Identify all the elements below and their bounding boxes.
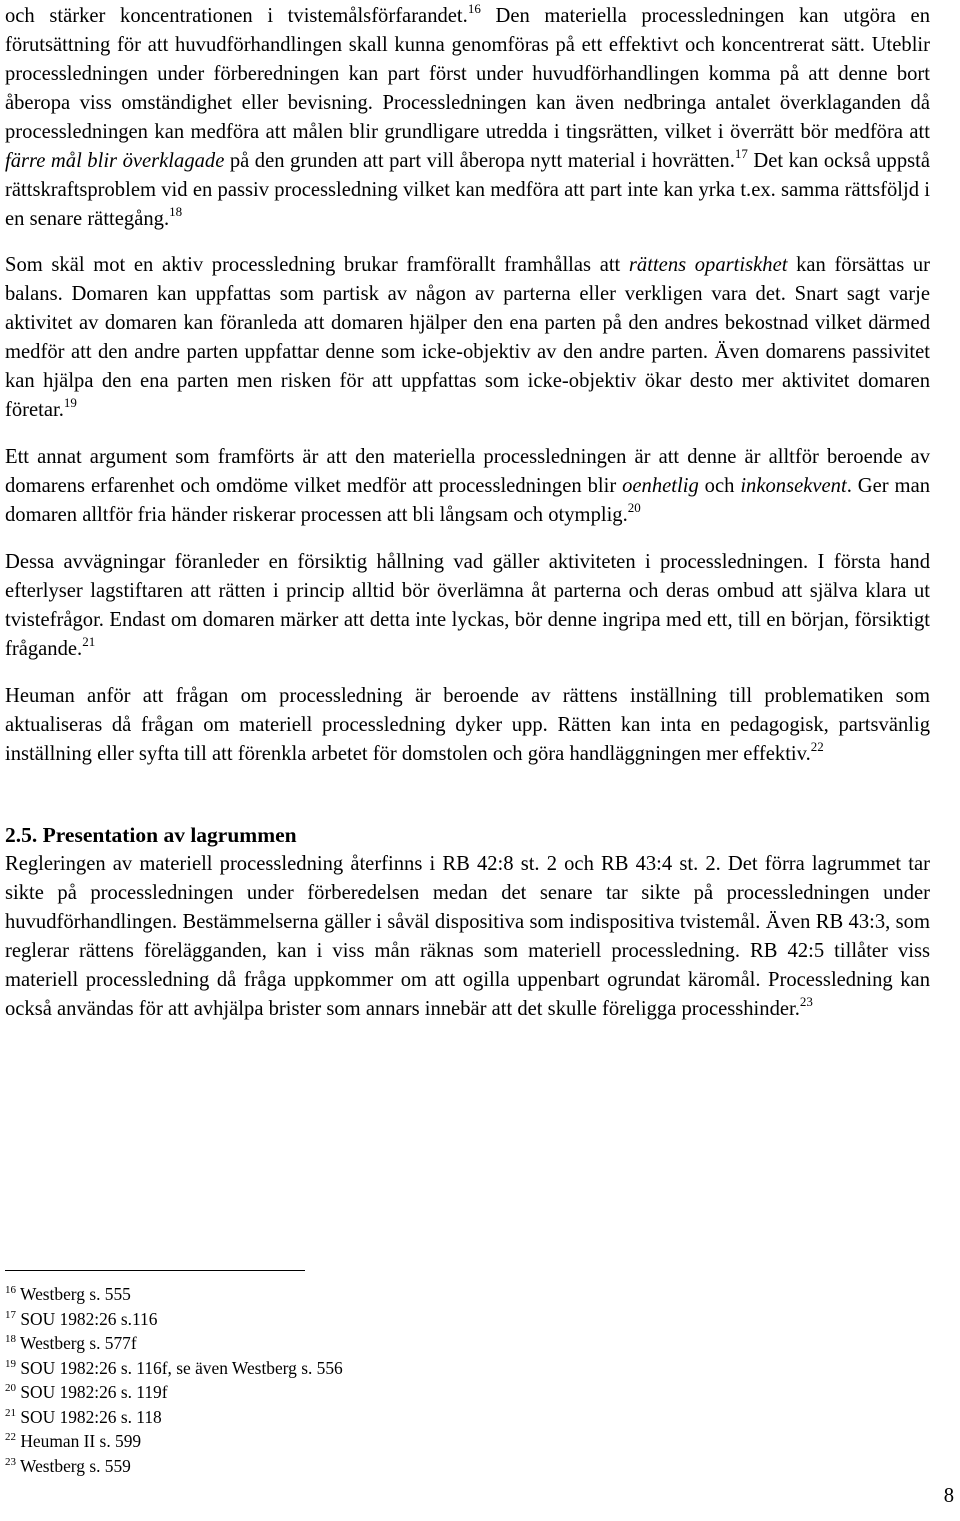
text-run: kan försättas ur balans. Domaren kan uppfattas som partisk av någon av parterna eller verkligen vara det. Snart sagt varje aktivitet av domaren kan föranleda att domaren hjälper den ena parten på den andres bekostnad vilket därmed medför att den andre parten uppfattar denne som icke-objektiv av den andre parten. Även domarens passivitet kan hjälpa den ena parten men risken för att uppfattas som icke-objektiv ökar desto mer aktivitet domaren företar. (5, 254, 930, 421)
footnote-number: 17 (5, 1308, 16, 1321)
emphasis-text: färre mål blir överklagade (5, 150, 225, 172)
footnote-text: Westberg s. 577f (20, 1333, 137, 1353)
footnote-number: 20 (5, 1382, 16, 1394)
text-run: Ett annat argument som framförts är att den materiella processledningen är att denne är alltför beroende av domarens erfarenhet och omdöme vilket medför att processledningen blir (5, 446, 930, 497)
text-run: och stärker koncentrationen i tvistemålsförfarandet. (5, 5, 468, 27)
text-run: Som skäl mot en aktiv processledning brukar framförallt framhållas att (5, 254, 629, 276)
footnote-text: Westberg s. 555 (20, 1284, 131, 1304)
text-run: Regleringen av materiell processledning återfinns i RB 42:8 st. 2 och RB 43:4 st. 2. Det förra lagrummet tar sikte på processledningen under förberedelsen medan det senare tar sikte på processledningen under huvudförhandlingen. Bestämmelserna gäller i såväl dispositiva som indispositiva tvistemål. Även RB 43:3, som reglerar rättens förelägganden, kan i viss mån räknas som materiell processledning. RB 42:5 tillåter viss materiell processledning då fråga uppkommer om att ogilla uppenbart ogrundat käromål. Processledning kan också användas för att avhjälpa brister som annars innebär att det skulle föreligga processhinder. (5, 853, 930, 1020)
footnote-text: Westberg s. 559 (20, 1455, 131, 1476)
footnote-reference: 17 (734, 146, 748, 161)
paragraph (5, 682, 930, 769)
footnote-text: SOU 1982:26 s. 119f (20, 1382, 168, 1402)
paragraph (5, 443, 930, 530)
text-run: Det kan också uppstå rättskraftsproblem vid en passiv processledning vilket kan medföra att part inte kan yrka t.ex. samma rättsföljd i en senare rättegång. (5, 150, 931, 230)
paragraph (5, 251, 930, 425)
text-run: Den materiella processledningen kan utgöra en förutsättning för att huvudförhandlingen skall kunna genomföras på ett effektivt och koncentrerat sätt. Uteblir processledningen under förberedningen kan part först under huvudförhandlingen komma på att denne bort åberopa viss omständighet eller bevisning. Processledningen kan även nedbringa antalet överklaganden då processledningen kan medföra att målen blir grundligare utredda i tingsrätten, vilket i överrätt bör medföra att (5, 5, 930, 143)
footnote-text: SOU 1982:26 s. 118 (20, 1406, 162, 1427)
footnote-number: 18 (5, 1333, 16, 1345)
footnote (5, 1380, 343, 1405)
footnote-text: SOU 1982:26 s. 116f, se även Westberg s. 556 (20, 1357, 343, 1378)
footnote (5, 1282, 343, 1307)
footnote-reference: 21 (82, 634, 96, 649)
footnote (5, 1405, 343, 1430)
footnote-text: SOU 1982:26 s.116 (20, 1308, 158, 1329)
footnote-divider (5, 1270, 305, 1271)
footnote (5, 1307, 343, 1332)
emphasis-text: inkonsekvent (740, 475, 847, 497)
body-text (5, 2, 930, 1024)
text-run: . Ger man domaren alltför fria händer riskerar processen att bli långsam och otymplig. (5, 475, 931, 526)
emphasis-text: rättens opartiskhet (628, 254, 788, 276)
footnote-number: 22 (5, 1431, 16, 1443)
footnote-reference: 19 (63, 395, 77, 410)
footnote-text: Heuman II s. 599 (20, 1431, 142, 1451)
footnote-reference: 18 (169, 204, 183, 219)
footnote (5, 1429, 343, 1454)
section-paragraph (5, 850, 930, 1024)
footnote-number: 16 (5, 1284, 16, 1296)
emphasis-text: oenhetlig (622, 475, 699, 497)
footnote-reference: 20 (627, 500, 641, 515)
paragraph (5, 2, 930, 234)
section-heading: 2.5. Presentation av lagrummen (5, 823, 297, 847)
text-run: och (698, 475, 741, 497)
footnote-reference: 22 (810, 739, 824, 754)
text-run: på den grunden att part vill åberopa nytt material i hovrätten. (224, 150, 735, 172)
footnote-number: 19 (5, 1357, 16, 1370)
footnote (5, 1454, 343, 1479)
footnote-reference: 23 (799, 994, 813, 1009)
page-number: 8 (943, 1485, 954, 1507)
text-run: Heuman anför att frågan om processledning är beroende av rättens inställning till problematiken som aktualiseras då frågan om materiell processledning dyker upp. Rätten kan inta en pedagogisk, partsvänlig inställning eller syfta till att förenkla arbetet för domstolen och göra handläggningen mer effektiv. (5, 685, 930, 765)
footnote-reference: 16 (467, 1, 481, 16)
footnote-number: 23 (5, 1455, 16, 1468)
footnote (5, 1356, 343, 1381)
text-run: Dessa avvägningar föranleder en försiktig hållning vad gäller aktiviteten i processledningen. I första hand efterlyser lagstiftaren att rätten i princip alltid bör överlämna åt parterna och deras ombud att själva klara ut tvistefrågor. Endast om domaren märker att detta inte lyckas, bör denne ingripa med ett, till en början, försiktigt frågande. (5, 551, 930, 660)
footnotes (5, 1282, 343, 1478)
footnote-number: 21 (5, 1406, 16, 1419)
footnote (5, 1331, 343, 1356)
paragraph (5, 548, 930, 664)
